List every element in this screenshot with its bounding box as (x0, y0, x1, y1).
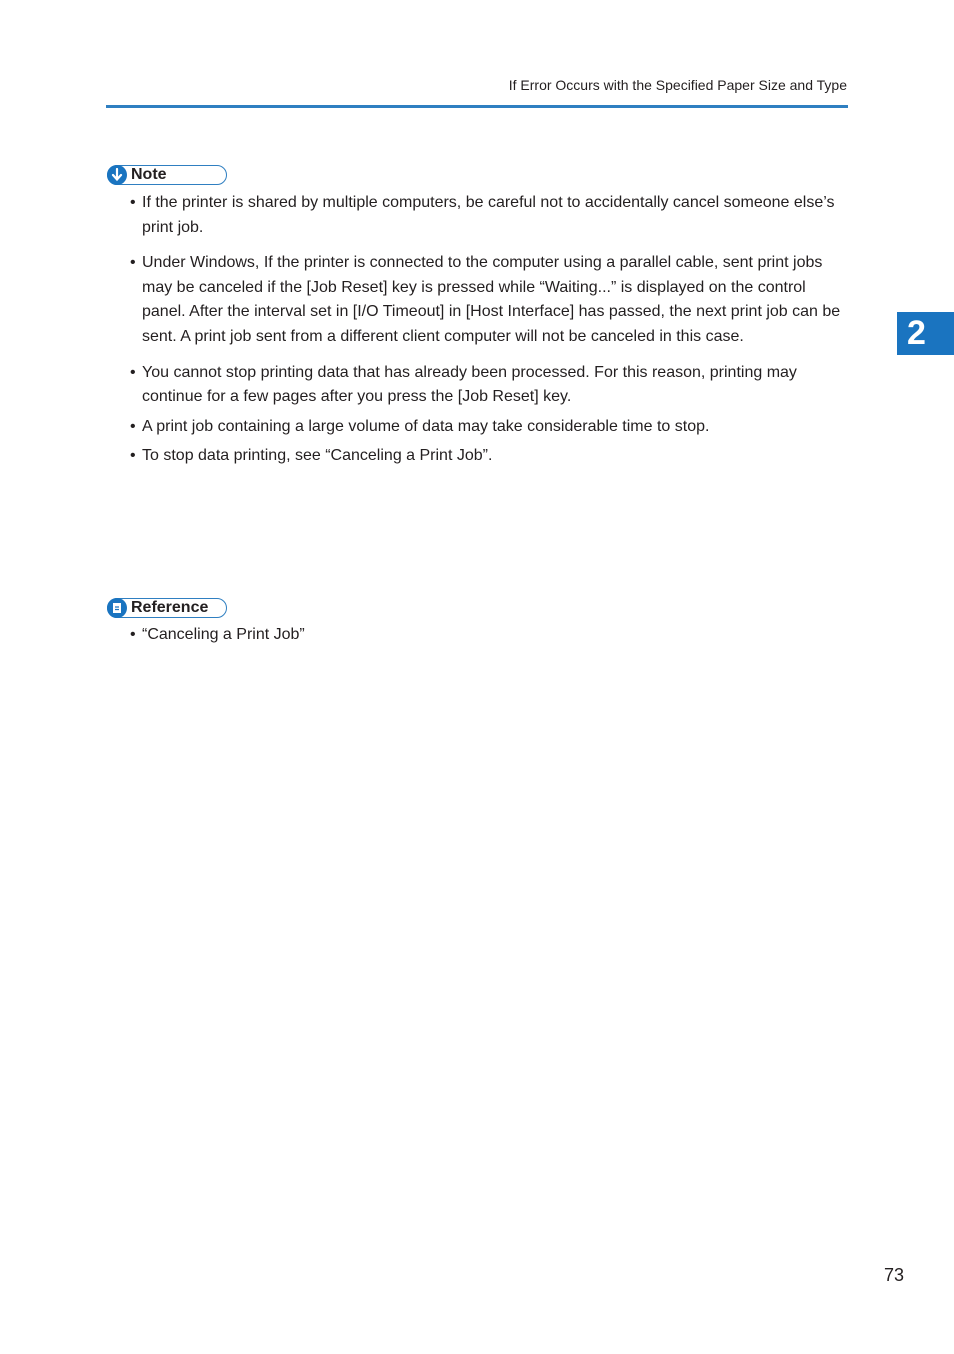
running-header: If Error Occurs with the Specified Paper Size and Type (508, 77, 847, 93)
reference-item-text: “Canceling a Print Job” (142, 626, 305, 643)
note-label: Note (131, 166, 167, 183)
note-item-text: You cannot stop printing data that has already been processed. For this reason, printing may continue for a few pages after you press the [Job Reset] key. (142, 363, 797, 406)
list-item: • If the printer is shared by multiple computers, be careful not to accidentally cancel someone else’s print job. (130, 194, 835, 236)
note-list (118, 191, 848, 469)
arrow-down-icon (107, 165, 127, 185)
note-item-text: If the printer is shared by multiple computers, be careful not to accidentally cancel someone else’s print job. (142, 194, 835, 236)
list-item: • Under Windows, If the printer is connected to the computer using a parallel cable, sent print jobs may be canceled if the [Job Reset] key is pressed while “Waiting...” is displayed on the control panel. After the interval set in [I/O Timeout] in [Host Interface] has passed, the next print job can be sent. A print job sent from a different client computer will not be canceled in this case. (130, 254, 841, 345)
page-number: 73 (883, 1265, 904, 1285)
note-item-text: A print job containing a large volume of data may take considerable time to stop. (142, 417, 710, 435)
list-item: • A print job containing a large volume of data may take considerable time to stop. (130, 417, 710, 435)
list-item: • You cannot stop printing data that has already been processed. For this reason, printing may continue for a few pages after you press the [Job Reset] key. (130, 363, 797, 406)
list-item: • To stop data printing, see “Canceling a Print Job”. (130, 447, 493, 465)
reference-list (118, 623, 848, 648)
reference-badge (107, 598, 227, 618)
note-badge (107, 165, 227, 185)
document-icon (107, 598, 127, 618)
reference-label: Reference (131, 599, 209, 616)
note-item-text: Under Windows, If the printer is connected to the computer using a parallel cable, sent print jobs may be canceled if the [Job Reset] key is pressed while “Waiting...” is displayed on the control panel. After the interval set in [I/O Timeout] in [Host Interface] has passed, the next print job can be sent. A print job sent from a different client computer will not be canceled in this case. (142, 254, 841, 345)
chapter-tab: 2 (897, 312, 954, 355)
list-item: • “Canceling a Print Job” (130, 626, 305, 643)
header-rule (106, 105, 848, 108)
note-item-text: To stop data printing, see “Canceling a Print Job”. (142, 447, 493, 465)
